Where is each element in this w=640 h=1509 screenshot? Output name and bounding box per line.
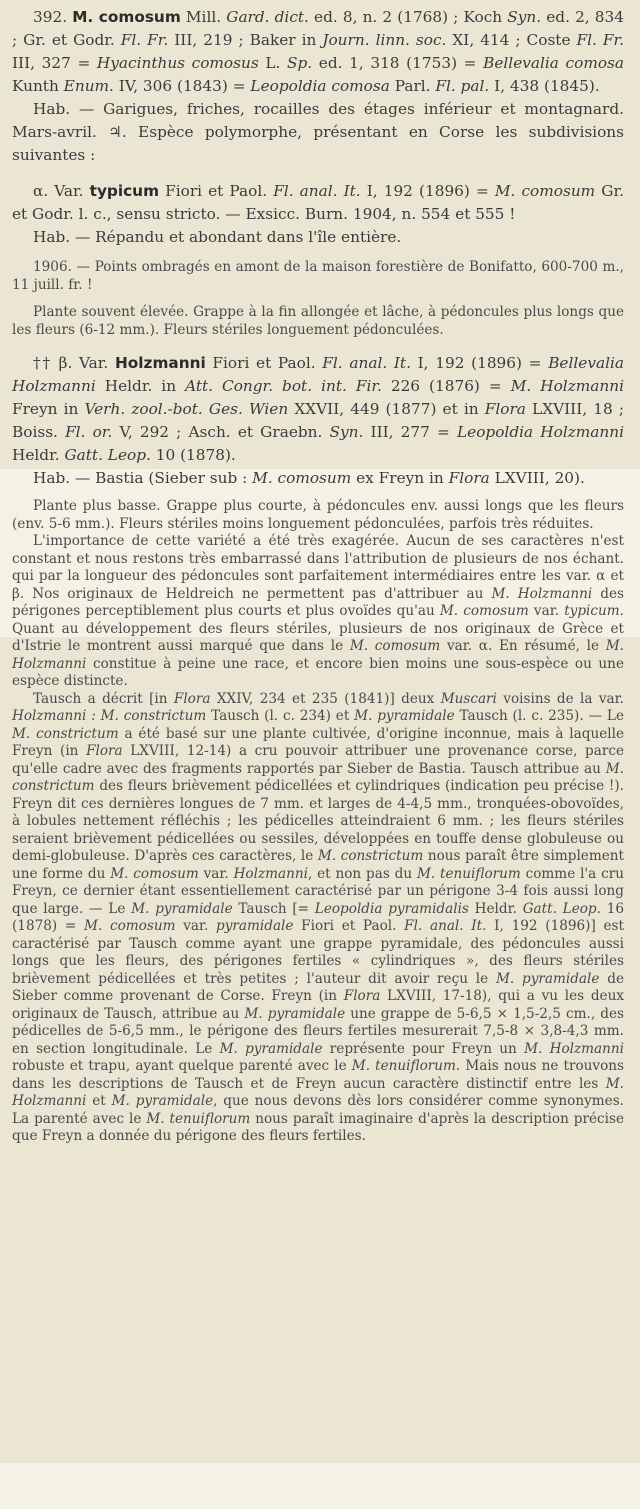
variety-beta-description: Plante plus basse. Grappe plus courte, à pédoncules env. aussi longs que les fleurs (env. 5-6 mm.). Fleurs stériles moins longuement pédonculées, parfois très réduites. (12, 498, 624, 532)
variety-alpha-description: Plante souvent élevée. Grappe à la fin allongée et lâche, à pédoncules plus longs que les fleurs (6-12 mm.). Fleurs stériles longuement pédonculées. (12, 304, 624, 338)
variety-alpha-habitat: Hab. — Répandu et abondant dans l'île entière. (33, 228, 402, 246)
habitat-text: Hab. — Garigues, friches, rocailles des étages inférieur et montagnard. Mars-avril. ♃. Espèce polymorphe, présentant en Corse les subdivisions suivantes : (12, 100, 624, 164)
document-body (12, 6, 624, 1146)
discussion-paragraph-1: L'importance de cette variété a été très exagérée. Aucun de ses caractères n'est constant et nous restons très embarrassé dans l'attribution de plusieurs de nos échant. qui par la longueur des pédoncules sont parfaitement intermédiaires entre les var. α et β. Nos originaux de Heldreich ne permettent pas d'attribuer au M. Holzmanni des périgones perceptiblement plus courts et plus ovoïdes qu'au M. comosum var. typicum. Quant au développement des fleurs stériles, plusieurs de nos originaux de Grèce et d'Istrie le montrent aussi marqué que dans le M. comosum var. α. En résumé, le M. Holzmanni constitue à peine une race, et encore bien moins une sous-espèce ou une espèce distincte. (12, 533, 625, 689)
variety-alpha-observation: 1906. — Points ombragés en amont de la maison forestière de Bonifatto, 600-700 m., 11 juill. fr. ! (12, 259, 624, 293)
variety-beta-habitat: Hab. — Bastia (Sieber sub : M. comosum ex Freyn in Flora LXVIII, 20). (33, 469, 585, 487)
paper-band (0, 1463, 640, 1509)
discussion-paragraph-2: Tausch a décrit [in Flora XXIV, 234 et 235 (1841)] deux Muscari voisins de la var. Holzmanni : M. constrictum Tausch (l. c. 234) et M. pyramidale Tausch (l. c. 235). — Le M. constrictum a été basé sur une plante cultivée, d'origine inconnue, mais à laquelle Freyn (in Flora LXVIII, 12-14) a cru pouvoir attribuer une provenance corse, parce qu'elle cadre avec des fragments rapportés par Sieber de Bastia. Tausch attribue au M. constrictum des fleurs brièvement pédicellées et cylindriques (indication peu précise !). Freyn dit ces dernières longues de 7 mm. et larges de 4-4,5 mm., tronquées-obovoïdes, à lobules nettement réfléchis ; les pédicelles atteindraient 6 mm. ; les fleurs stériles seraient brièvement pédicellées ou sessiles, développées en touffe dense globuleuse ou demi-globuleuse. D'après ces caractères, le M. constrictum nous paraît être simplement une forme du M. comosum var. Holzmanni, et non pas du M. tenuiflorum comme l'a cru Freyn, ce dernier étant essentiellement caractérisé par un périgone 3-4 fois aussi long que large. — Le M. pyramidale Tausch [= Leopoldia pyramidalis Heldr. Gatt. Leop. 16 (1878) = M. comosum var. pyramidale Fiori et Paol. Fl. anal. It. I, 192 (1896)] est caractérisé par Tausch comme ayant une grappe pyramidale, des pédoncules aussi longs que les fleurs, des périgones fertiles « cylindriques », des fleurs stériles brièvement pédicellées et très petites ; l'auteur dit avoir reçu le M. pyramidale de Sieber comme provenant de Corse. Freyn (in Flora LXVIII, 17-18), qui a vu les deux originaux de Tausch, attribue au M. pyramidale une grappe de 5-6,5 × 1,5-2,5 cm., des pédicelles de 5-6,5 mm., le périgone des fleurs fertiles mesurerait 7,5-8 × 3,8-4,3 mm. en section longitudinale. Le M. pyramidale représente pour Freyn un M. Holzmanni robuste et trapu, ayant quelque parenté avec le M. tenuiflorum. Mais nous ne trouvons dans les descriptions de Tausch et de Freyn aucun caractère distinctif entre les M. Holzmanni et M. pyramidale, que nous devons dès lors considérer comme synonymes. La parenté avec le M. tenuiflorum nous paraît imaginaire d'après la description précise que Freyn a donnée du périgone des fleurs fertiles. (12, 690, 625, 1144)
species-heading: 392. M. comosum Mill. Gard. dict. ed. 8, n. 2 (1768) ; Koch Syn. ed. 2, 834 ; Gr. et Godr. Fl. Fr. III, 219 ; Baker in Journ. linn. soc. XI, 414 ; Coste Fl. Fr. III, 327 = Hyacinthus comosus L. Sp. ed. 1, 318 (1753) = Bellevalia comosa Kunth Enum. IV, 306 (1843) = Leopoldia comosa Parl. Fl. pal. I, 438 (1845). (12, 8, 625, 95)
variety-alpha-heading: α. Var. typicum Fiori et Paol. Fl. anal. It. I, 192 (1896) = M. comosum Gr. et Godr. l. c., sensu stricto. — Exsicc. Burn. 1904, n. 554 et 555 ! (12, 182, 624, 223)
variety-beta-heading: †† β. Var. Holzmanni Fiori et Paol. Fl. anal. It. I, 192 (1896) = Bellevalia Holzmanni Heldr. in Att. Congr. bot. int. Fir. 226 (1876) = M. Holzmanni Freyn in Verh. zool.-bot. Ges. Wien XXVII, 449 (1877) et in Flora LXVIII, 18 ; Boiss. Fl. or. V, 292 ; Asch. et Graebn. Syn. III, 277 = Leopoldia Holzmanni Heldr. Gatt. Leop. 10 (1878). (12, 354, 625, 464)
